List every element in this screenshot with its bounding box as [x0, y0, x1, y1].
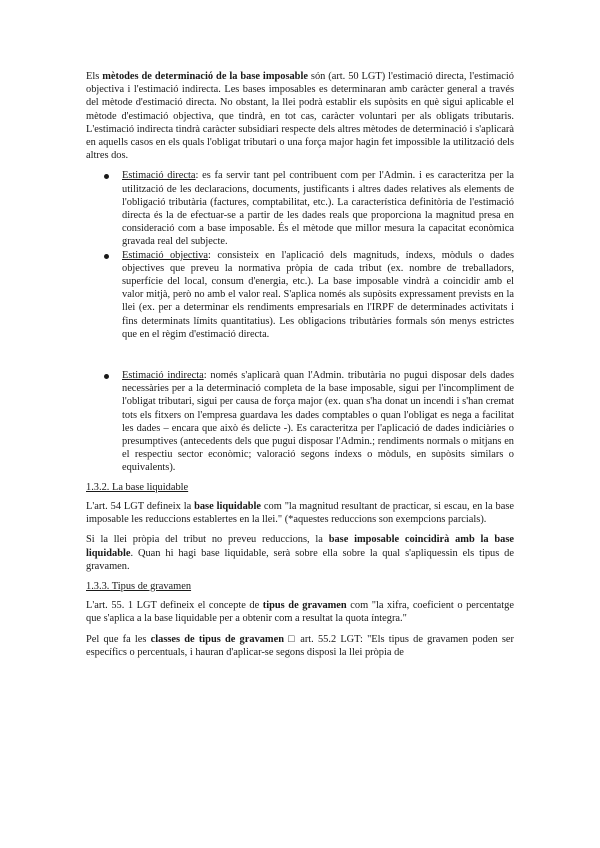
methods-list [86, 169, 514, 474]
list-spacer [86, 341, 514, 369]
underlined-term: Estimació indirecta [122, 370, 204, 382]
underlined-term: Estimació directa [122, 170, 196, 182]
list-item: Estimació objectiva: consisteix en l'aplicació dels magnituds, índexs, mòduls o dades objectives que preveu la normativa pròpia de cada tribut (ex. nombre de treballadors, superfície del local, consum d'energia, etc.). La base imposable vindrà a coincidir amb el valor mitjà, però no amb el valor real. S'aplica només als supòsits expressament prevists en la llei (ex. per a determinar els rendiments empresarials en l'IRPF de determinades activitats i fins determinats límits quantitatius). Les obligacions tributàries formals són menys estrictes que en el règim d'estimació directa. [86, 249, 514, 341]
bold-term: tipus de gravamen [262, 600, 347, 612]
paragraph: L'art. 55. 1 LGT defineix el concepte de tipus de gravamen com "la xifra, coeficient o percentatge que s'aplica a la base liquidable per a obtenir com a resultat la quota íntegra." [86, 600, 514, 625]
paragraph: Si la llei pròpia del tribut no preveu reduccions, la base imposable coincidirà amb la base liquidable. Quan hi hagi base liquidable, serà sobre ella sobre la qual s'apliquessin els tipus de gravamen. [86, 534, 514, 572]
list-item: Estimació directa: es fa servir tant pel contribuent com per l'Admin. i es caracteritza per la utilització de les declaracions, documents, justificants i altres dades relatives als elements de l'obligació tributària (factures, comptabilitat, etc.). La característica definitòria de l'estimació directa és la de efectuar-se a partir de les dades reals que proporciona la magnitud presa en consideració com a base imposable. És el mètode que millor mesura la capacitat econòmica gravada real del subjecte. [86, 169, 514, 248]
paragraph: Pel que fa les classes de tipus de gravamen □ art. 55.2 LGT: "Els tipus de gravamen poden ser específics o percentuals, i hauran d'aplicar-se segons disposi la llei pròpia de [86, 633, 514, 658]
bold-term: mètodes de determinació de la base imposable [102, 71, 308, 82]
bullet-icon [104, 174, 109, 179]
paragraph: L'art. 54 LGT defineix la base liquidable com "la magnitud resultant de practicar, si escau, en la base imposable les reduccions establertes en la llei." (*aquestes reduccions son exempcions parcials). [86, 500, 514, 526]
intro-paragraph: Els mètodes de determinació de la base imposable són (art. 50 LGT) l'estimació directa, l'estimació objectiva i l'estimació indirecta. Les bases imposables es determinaran amb caràcter general a través del mètode d'estimació directa. No obstant, la llei podrà establir els supòsits en què sigui aplicable el mètode d'estimació objectiva, que tindrà, en tot cas, caràcter voluntari per als obligats tributaris. L'estimació indirecta tindrà caràcter subsidiari respecte dels altres mètodes de determinació i s'aplicarà en aquells casos en els quals l'obligat tributari o una força major hagin fet impossible la utilització dels altres dos. [86, 71, 514, 162]
list-item: Estimació indirecta: només s'aplicarà quan l'Admin. tributària no pugui disposar dels dades necessàries per a la determinació completa de la base imposable, sigui per l'incompliment de l'obligat tributari, sigui per causa de força major (ex. quan s'ha donat un incendi i s'han cremat tots els fitxers on l'empresa guardava les dades comptables o quan l'obligat es nega a facilitat les dades – encara que això és delicte -). Es caracteritza per l'aplicació de dades indiciàries o presumptives (antecedents dels que pugui disposar l'Admin.; rendiments normals o mitjans en el respectiu sector econòmic; valoració segons índexs o mòduls, en supòsits similars o equivalents). [86, 369, 514, 475]
bold-term: base imposable coincidirà amb la base liquidable [86, 534, 514, 559]
section-heading: 1.3.3. Tipus de gravamen [86, 580, 192, 592]
bold-term: classes de tipus de gravamen [150, 633, 284, 645]
section-heading: 1.3.2. La base liquidable [86, 481, 189, 493]
underlined-term: Estimació objectiva [122, 249, 209, 261]
bullet-icon [104, 254, 109, 259]
bold-term: base liquidable [194, 500, 262, 512]
document-page [86, 70, 514, 666]
bullet-icon [104, 374, 109, 379]
